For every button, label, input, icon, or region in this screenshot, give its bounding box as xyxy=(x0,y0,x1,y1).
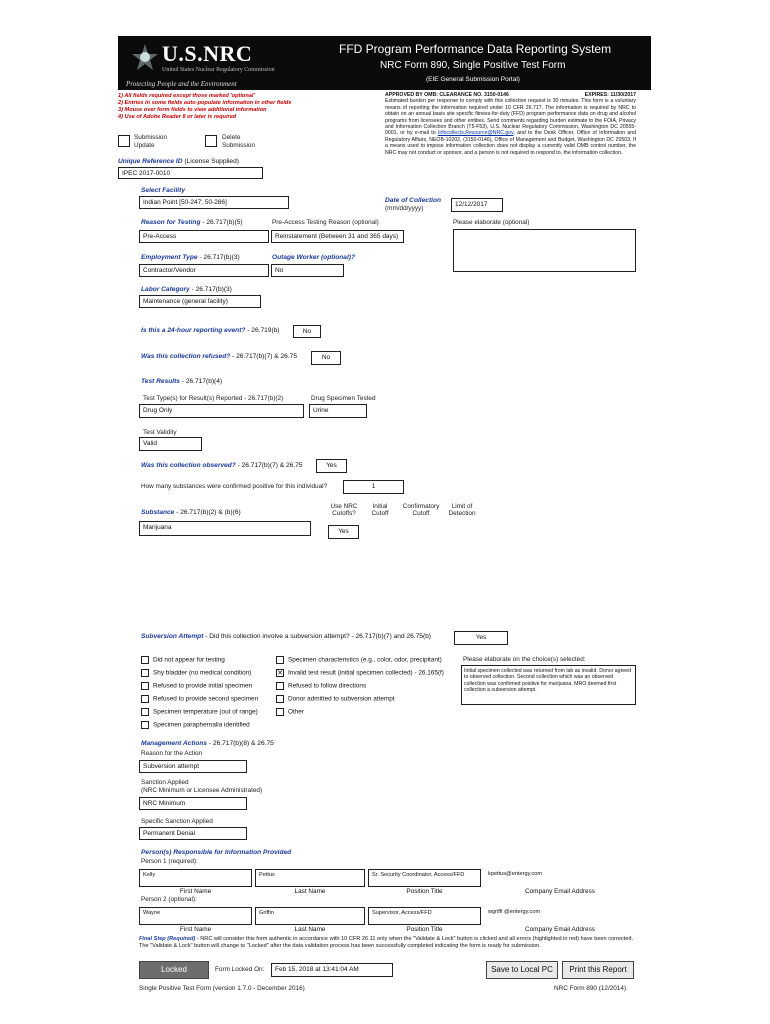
limit-detection-header: Limit of Detection xyxy=(448,503,476,517)
reason-action-label: Reason for the Action xyxy=(141,750,203,757)
checkbox[interactable] xyxy=(276,695,284,703)
person1-first-name[interactable]: Kelly xyxy=(139,869,252,887)
specimen-select[interactable]: Urine xyxy=(309,404,367,418)
person1-last-name[interactable]: Pettus xyxy=(255,869,365,887)
subversion-option[interactable]: Donor admitted to subversion attempt xyxy=(276,695,444,708)
omb-email-link[interactable]: Infocollects.Resource@NRC.gov xyxy=(437,130,514,137)
sanction-select[interactable]: NRC Minimum xyxy=(139,797,247,810)
subversion-options-left xyxy=(141,656,258,734)
locked-button[interactable]: Locked xyxy=(139,961,209,979)
checkbox[interactable] xyxy=(276,708,284,716)
test-types-select[interactable]: Drug Only xyxy=(139,404,304,418)
omb-approved: APPROVED BY OMB: CLEARANCE NO. 3150-0146 xyxy=(385,92,509,98)
reason-select[interactable]: Pre-Access xyxy=(139,230,269,243)
labor-label: Labor Category - 26.717(b)(3) xyxy=(141,286,232,293)
subversion-option[interactable]: ✕Invalid test result (initial specimen collected) - 26.165(f) xyxy=(276,669,444,682)
checkbox[interactable] xyxy=(141,721,149,729)
pre-access-reason-select[interactable]: Reinstatement (Between 31 and 365 days) xyxy=(271,230,404,243)
substance-label: Substance - 26.717(b)(2) & (b)(6) xyxy=(141,509,241,516)
refused-label: Was this collection refused? - 26.717(b)(7) & 26.75 xyxy=(141,353,297,360)
omb-text: Estimated burden per response to comply with this collection request is 30 minutes. This form is a voluntary means of reporting the information required under 10 CFR 26.717. The information is required by NRC to obtain on an annual basis site specific fitness-for-duty (FFD) program performance data on drug and alcohol programs from licensees and other entities. Send comments regarding burden estimate to the FOIA, Privacy and Information Collection Branch (T5-F53), U.S. Nuclear Regulatory Commission, Washington DC 20555-0001, or by e-mail to xyxy=(385,98,636,137)
subversion-elaborate-label: Please elaborate on the choice(s) selected: xyxy=(463,656,586,663)
person1-email[interactable]: kpettus@entergy.com xyxy=(485,869,635,887)
logo-tagline: Protecting People and the Environment xyxy=(126,80,237,88)
last-name-caption: Last Name xyxy=(294,926,326,933)
instruction-2: 2) Entries in some fields auto-populate information in other fields xyxy=(118,100,292,106)
nrc-logo-icon xyxy=(130,42,160,74)
management-label: Management Actions - 26.717(b)(8) & 26.75 xyxy=(141,740,274,747)
persons-label: Person(s) Responsible for Information Provided xyxy=(141,849,292,856)
subversion-option[interactable]: Other xyxy=(276,708,444,721)
checkbox[interactable] xyxy=(276,656,284,664)
logo-text: U.S.NRC xyxy=(162,41,253,66)
specific-sanction-label: Specific Sanction Applied xyxy=(141,818,213,825)
final-step-note: Final Step (Required) - NRC will consider this form authentic in accordance with 10 CFR 26.11 only when the "Validate & Lock" button is clicked and all errors (highlighted in red) have been corrected. The "Validate & Lock" button will change to "Locked" after the data validation process has been successfully completed indicating the form is ready for submission. xyxy=(139,936,634,949)
email-caption: Company Email Address xyxy=(525,888,595,895)
collection-date-input[interactable]: 12/12/2017 xyxy=(451,198,503,212)
instructions xyxy=(118,93,378,121)
substances-count-label: How many substances were confirmed positive for this individual? xyxy=(141,483,328,490)
omb-text-2: , and to the Desk Officer, Office of Information and Regulatory Affairs, NEOB-10202, (3150-0146), Office of Management and Budget, Washington DC 20503. If a means used to impose information collection does not display a currently valid OMB control number, the NRC may not conduct or sponsor, and a person is not required to respond to, the information collection. xyxy=(385,130,636,156)
checkbox[interactable] xyxy=(141,708,149,716)
subversion-option[interactable]: Shy bladder (no medical condition) xyxy=(141,669,258,682)
checkbox[interactable] xyxy=(141,682,149,690)
person1-position[interactable]: Sr. Security Coordinator, Access/FFD xyxy=(368,869,481,887)
instruction-3: 3) Mouse over form fields to view additional information xyxy=(118,107,267,113)
elaborate-textarea[interactable] xyxy=(453,229,636,272)
first-name-caption: First Name xyxy=(179,888,212,895)
delete-submission-label: Delete Submission xyxy=(222,134,256,149)
subversion-option[interactable]: Did not appear for testing xyxy=(141,656,258,669)
checkbox[interactable] xyxy=(141,669,149,677)
print-report-button[interactable]: Print this Report xyxy=(562,961,634,979)
submission-update-checkbox[interactable] xyxy=(118,135,130,147)
position-title-caption: Position Title xyxy=(406,888,443,895)
subversion-elaborate-textarea[interactable]: Initial specimen collected was returned from lab as invalid. Donor agreed to observed collection. Second collection which was an observed collection was confirmed positive for marijuana. MRO deemed first collection a subversion attempt. xyxy=(461,665,636,705)
instruction-4: 4) Use of Adobe Reader 8 or later is required xyxy=(118,114,237,120)
locked-on-label: Form Locked On: xyxy=(215,966,265,973)
observed-select[interactable]: Yes xyxy=(316,459,347,473)
validity-label: Test Validity xyxy=(143,429,177,436)
person2-label: Person 2 (optional): xyxy=(141,896,197,903)
subversion-option[interactable]: Refused to follow directions xyxy=(276,682,444,695)
form-number: NRC Form 890 (12/2014) xyxy=(554,985,627,992)
unique-ref-label: Unique Reference ID (License Supplied) xyxy=(118,158,239,165)
delete-submission-checkbox[interactable] xyxy=(205,135,217,147)
reporting-event-label: Is this a 24-hour reporting event? - 26.719(b) xyxy=(141,327,280,334)
person1-label: Person 1 (required): xyxy=(141,858,198,865)
reporting-event-select[interactable]: No xyxy=(293,325,321,338)
test-types-label: Test Type(s) for Result(s) Reported - 26.717(b)(2) xyxy=(143,395,284,402)
subversion-option[interactable]: Specimen characteristics (e.g., color, odor, precipitant) xyxy=(276,656,444,669)
portal-label: (EIE General Submission Portal) xyxy=(426,76,520,83)
outage-worker-select[interactable]: No xyxy=(271,264,344,277)
initial-cutoff-header: Initial Cutoff xyxy=(371,503,389,517)
employment-label: Employment Type - 26.717(b)(3) xyxy=(141,254,240,261)
outage-worker-label: Outage Worker (optional)? xyxy=(272,254,356,261)
subversion-label: Subversion Attempt - Did this collection involve a subversion attempt? - 26.717(b)(7) and 26.75(b) xyxy=(141,633,432,640)
system-title: FFD Program Performance Data Reporting System xyxy=(339,42,612,56)
labor-select[interactable]: Maintenance (general facility) xyxy=(139,295,261,308)
subversion-options-right xyxy=(276,656,444,721)
validity-select[interactable]: Valid xyxy=(139,437,202,451)
form-title: NRC Form 890, Single Positive Test Form xyxy=(380,60,566,71)
checkbox[interactable] xyxy=(141,656,149,664)
facility-select[interactable]: Indian Point [50-247; 50-286] xyxy=(139,196,289,209)
specimen-label: Drug Specimen Tested xyxy=(311,395,376,402)
subversion-option[interactable]: Specimen temperature (out of range) xyxy=(141,708,258,721)
pre-access-reason-label: Pre-Access Testing Reason (optional) xyxy=(272,219,379,226)
unique-ref-input[interactable]: IPEC 2017-0010 xyxy=(118,167,263,179)
subversion-option[interactable]: Specimen paraphernalia identified xyxy=(141,721,258,734)
use-nrc-cutoffs-header: Use NRC Cutoffs? xyxy=(330,503,358,517)
confirmatory-cutoff-header: Confirmatory Cutoff xyxy=(402,503,440,517)
subversion-select[interactable]: Yes xyxy=(454,631,508,645)
employment-select[interactable]: Contractor/Vendor xyxy=(139,264,269,277)
checkbox[interactable] xyxy=(276,682,284,690)
test-results-label: Test Results - 26.717(b)(4) xyxy=(141,378,223,385)
last-name-caption: Last Name xyxy=(294,888,326,895)
collection-date-label: Date of Collection xyxy=(385,197,442,204)
person2-position[interactable]: Supervisor, Access/FFD xyxy=(368,907,481,925)
submission-update-label: Submission Update xyxy=(134,134,168,149)
omb-notice xyxy=(385,92,636,156)
person2-first-name[interactable]: Wayne xyxy=(139,907,252,925)
substances-count-input[interactable]: 1 xyxy=(343,480,404,494)
reason-action-input[interactable]: Subversion attempt xyxy=(139,760,247,773)
collection-date-format: (mm/dd/yyyy) xyxy=(385,205,424,212)
form-version: Single Positive Test Form (version 1.7.0 - December 2016) xyxy=(139,985,305,992)
subversion-option[interactable]: Refused to provide second specimen xyxy=(141,695,258,708)
email-caption: Company Email Address xyxy=(525,926,595,933)
instruction-1: 1) All fields required except those marked 'optional' xyxy=(118,93,255,99)
refused-select[interactable]: No xyxy=(311,351,341,365)
person2-email[interactable]: wgriffi @entergy.com xyxy=(485,907,635,925)
elaborate-label: Please elaborate (optional) xyxy=(453,219,530,226)
form-header xyxy=(118,36,651,90)
checkbox-checked[interactable] xyxy=(276,669,284,677)
first-name-caption: First Name xyxy=(179,926,212,933)
substance-select[interactable]: Marijuana xyxy=(139,521,311,536)
reason-label: Reason for Testing - 26.717(b)(5) xyxy=(141,219,243,226)
save-local-button[interactable]: Save to Local PC xyxy=(486,961,558,979)
specific-sanction-input[interactable]: Permanent Denial xyxy=(139,827,247,840)
subversion-option[interactable]: Refused to provide initial specimen xyxy=(141,682,258,695)
facility-label: Select Facility xyxy=(141,187,185,194)
logo-subtitle: United States Nuclear Regulatory Commission xyxy=(162,67,275,73)
omb-expires: EXPIRES: 11/30/2017 xyxy=(584,92,636,98)
sanction-label: Sanction Applied (NRC Minimum or Licensee Administrated) xyxy=(141,779,263,794)
use-nrc-cutoffs-select[interactable]: Yes xyxy=(328,525,359,539)
position-title-caption: Position Title xyxy=(406,926,443,933)
checkbox[interactable] xyxy=(141,695,149,703)
locked-on-value: Feb 15, 2018 at 13:41:04 AM xyxy=(271,963,393,977)
observed-label: Was this collection observed? - 26.717(b)(7) & 26.75 xyxy=(141,462,303,469)
person2-last-name[interactable]: Griffin xyxy=(255,907,365,925)
